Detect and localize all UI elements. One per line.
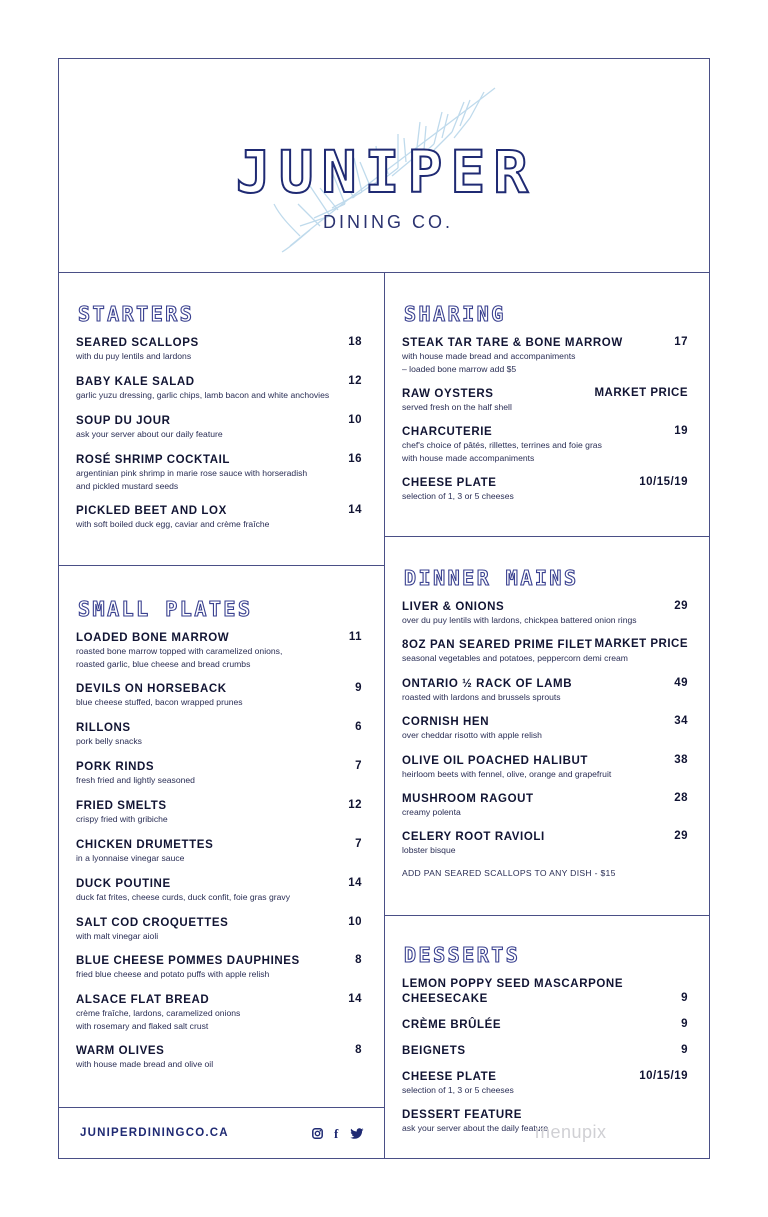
menu-item xyxy=(76,414,223,441)
desserts-title: DESSERTS xyxy=(404,943,521,967)
item-name: LEMON POPPY SEED MASCARPONE xyxy=(402,978,624,990)
item-name: ONTARIO ½ RACK OF LAMB xyxy=(402,678,573,690)
item-price: 28 xyxy=(674,792,688,804)
item-name: DESSERT FEATURE xyxy=(402,1109,522,1121)
item-desc: with rosemary and flaked salt crust xyxy=(76,1020,209,1031)
item-price: 9 xyxy=(681,992,688,1004)
item-desc: roasted bone marrow topped with caramelized onions, xyxy=(76,646,283,656)
item-name: 8OZ PAN SEARED PRIME FILET xyxy=(402,639,593,651)
item-name: CHEESE PLATE xyxy=(402,1071,497,1083)
item-name: STEAK TAR TARE & BONE MARROW xyxy=(402,337,623,349)
item-price: 29 xyxy=(674,600,688,612)
item-name: RAW OYSTERS xyxy=(402,388,494,400)
item-name: CHICKEN DRUMETTES xyxy=(76,839,214,851)
item-name: DUCK POUTINE xyxy=(76,878,171,890)
item-desc: over cheddar risotto with apple relish xyxy=(402,730,542,740)
item-name: SALT COD CROQUETTES xyxy=(76,917,229,929)
dinner-mains-title: DINNER MAINS xyxy=(404,566,579,590)
menu-item xyxy=(76,877,290,904)
menu-item xyxy=(76,799,168,826)
sharing-title: SHARING xyxy=(404,302,506,326)
item-desc: – loaded bone marrow add $5 xyxy=(402,363,517,374)
menu-item xyxy=(402,1044,466,1058)
instagram-icon[interactable] xyxy=(312,1128,323,1139)
item-price: 8 xyxy=(355,954,362,966)
item-name: CHEESECAKE xyxy=(402,993,488,1005)
item-desc: with malt vinegar aioli xyxy=(76,931,159,941)
item-name: OLIVE OIL POACHED HALIBUT xyxy=(402,755,589,767)
item-desc: lobster bisque xyxy=(402,845,456,855)
item-price: 9 xyxy=(355,682,362,694)
item-desc: with du puy lentils and lardons xyxy=(76,351,192,361)
item-price: 6 xyxy=(355,721,362,733)
menu-item xyxy=(76,336,199,363)
brand-subtitle: DINING CO. xyxy=(322,212,453,232)
menu-item xyxy=(402,792,534,819)
item-name: PORK RINDS xyxy=(76,761,155,773)
item-desc: roasted with lardons and brussels sprouts xyxy=(402,692,561,702)
facebook-icon[interactable]: f xyxy=(334,1126,339,1141)
menu-item xyxy=(402,1070,514,1097)
add-on-note: ADD PAN SEARED SCALLOPS TO ANY DISH - $15 xyxy=(402,868,616,878)
item-price: 17 xyxy=(674,336,688,348)
starters-title: STARTERS xyxy=(78,302,195,326)
item-desc: seasonal vegetables and potatoes, peppercorn demi cream xyxy=(402,653,628,663)
item-name: CHARCUTERIE xyxy=(402,426,493,438)
item-desc: duck fat frites, cheese curds, duck confit, foie gras gravy xyxy=(76,892,290,902)
item-desc: fresh fried and lightly seasoned xyxy=(76,775,195,785)
item-name: BEIGNETS xyxy=(402,1045,466,1057)
item-price: MARKET PRICE xyxy=(594,638,688,650)
item-desc: with house made accompaniments xyxy=(402,452,535,463)
menu-item xyxy=(76,631,282,670)
item-desc: ask your server about the daily feature xyxy=(402,1123,549,1133)
item-name: ROSÉ SHRIMP COCKTAIL xyxy=(76,454,231,466)
menu-item xyxy=(402,1018,501,1032)
item-price: 7 xyxy=(355,838,362,850)
item-price: 49 xyxy=(674,677,688,689)
menu-item xyxy=(402,677,572,704)
item-price: MARKET PRICE xyxy=(594,387,688,399)
item-name: CRÈME BRÛLÉE xyxy=(402,1019,502,1031)
menu-item xyxy=(76,916,228,943)
item-price: 10 xyxy=(348,916,362,928)
item-price: 14 xyxy=(348,504,362,516)
item-price: 10/15/19 xyxy=(639,476,688,488)
menu-item xyxy=(402,830,545,857)
item-name: RILLONS xyxy=(76,722,131,734)
item-desc: argentinian pink shrimp in marie rose sauce with horseradish xyxy=(76,468,308,478)
item-price: 34 xyxy=(674,715,688,727)
item-name: BLUE CHEESE POMMES DAUPHINES xyxy=(76,955,300,967)
item-desc: with soft boiled duck egg, caviar and crème fraîche xyxy=(76,519,270,529)
item-price: 12 xyxy=(348,375,362,387)
item-name: SOUP DU JOUR xyxy=(76,415,171,427)
item-name: FRIED SMELTS xyxy=(76,800,167,812)
menu-item xyxy=(402,1108,548,1135)
menu-item xyxy=(402,715,542,742)
item-price: 7 xyxy=(355,760,362,772)
menu-item xyxy=(402,476,514,503)
twitter-icon[interactable] xyxy=(350,1128,364,1140)
item-desc: crispy fried with gribiche xyxy=(76,814,168,824)
item-name: ALSACE FLAT BREAD xyxy=(76,994,210,1006)
item-desc: creamy polenta xyxy=(402,807,461,817)
menu-item xyxy=(76,993,240,1032)
left-divider-1 xyxy=(58,565,384,566)
item-price: 16 xyxy=(348,453,362,465)
menu-item xyxy=(76,760,195,787)
left-divider-2 xyxy=(58,1107,384,1108)
item-name: CELERY ROOT RAVIOLI xyxy=(402,831,545,843)
item-price: 8 xyxy=(355,1044,362,1056)
item-desc: selection of 1, 3 or 5 cheeses xyxy=(402,1085,514,1095)
item-desc: blue cheese stuffed, bacon wrapped prunes xyxy=(76,697,243,707)
menu-item xyxy=(76,838,213,865)
item-desc: in a lyonnaise vinegar sauce xyxy=(76,853,185,863)
item-price: 10/15/19 xyxy=(639,1070,688,1082)
column-divider xyxy=(384,272,385,1159)
item-desc: pork belly snacks xyxy=(76,736,142,746)
menu-item xyxy=(76,721,142,748)
item-name: DEVILS ON HORSEBACK xyxy=(76,683,227,695)
item-name: CHEESE PLATE xyxy=(402,477,497,489)
item-price: 18 xyxy=(348,336,362,348)
watermark-text: menupix xyxy=(535,1122,607,1142)
menu-item xyxy=(402,387,512,414)
item-desc: ask your server about our daily feature xyxy=(76,429,223,439)
menu-item xyxy=(76,1044,213,1071)
item-desc: fried blue cheese and potato puffs with apple relish xyxy=(76,969,270,979)
item-price: 12 xyxy=(348,799,362,811)
item-name: BABY KALE SALAD xyxy=(76,376,195,388)
item-desc: selection of 1, 3 or 5 cheeses xyxy=(402,491,514,501)
item-price: 14 xyxy=(348,993,362,1005)
item-price: 14 xyxy=(348,877,362,889)
item-name: CORNISH HEN xyxy=(402,716,490,728)
item-price: 19 xyxy=(674,425,688,437)
item-desc: over du puy lentils with lardons, chickpea battered onion rings xyxy=(402,615,637,625)
right-divider-2 xyxy=(384,915,710,916)
item-name: MUSHROOM RAGOUT xyxy=(402,793,534,805)
item-price: 29 xyxy=(674,830,688,842)
item-desc: heirloom beets with fennel, olive, orange and grapefruit xyxy=(402,769,612,779)
right-divider-1 xyxy=(384,536,710,537)
item-name: WARM OLIVES xyxy=(76,1045,165,1057)
item-desc: crème fraîche, lardons, caramelized onions xyxy=(76,1008,241,1018)
item-desc: roasted garlic, blue cheese and bread crumbs xyxy=(76,658,251,669)
menu-item xyxy=(76,504,269,531)
item-price: 10 xyxy=(348,414,362,426)
item-name: LOADED BONE MARROW xyxy=(76,632,230,644)
item-desc: and pickled mustard seeds xyxy=(76,480,179,491)
item-name: LIVER & ONIONS xyxy=(402,601,505,613)
item-price: 11 xyxy=(348,631,362,643)
item-name: PICKLED BEET AND LOX xyxy=(76,505,227,517)
item-desc: garlic yuzu dressing, garlic chips, lamb bacon and white anchovies xyxy=(76,390,330,400)
item-desc: chef's choice of pâtés, rillettes, terrines and foie gras xyxy=(402,440,602,450)
item-name: SEARED SCALLOPS xyxy=(76,337,199,349)
small-plates-title: SMALL PLATES xyxy=(78,597,253,621)
menu-item xyxy=(76,682,243,709)
item-desc: with house made bread and accompaniments xyxy=(402,351,576,361)
item-price: 9 xyxy=(681,1018,688,1030)
item-desc: with house made bread and olive oil xyxy=(76,1059,214,1069)
website-link[interactable]: JUNIPERDININGCO.CA xyxy=(80,1127,229,1139)
item-price: 38 xyxy=(674,754,688,766)
brand-title: JUNIPER xyxy=(235,138,537,206)
item-desc: served fresh on the half shell xyxy=(402,402,512,412)
item-price: 9 xyxy=(681,1044,688,1056)
